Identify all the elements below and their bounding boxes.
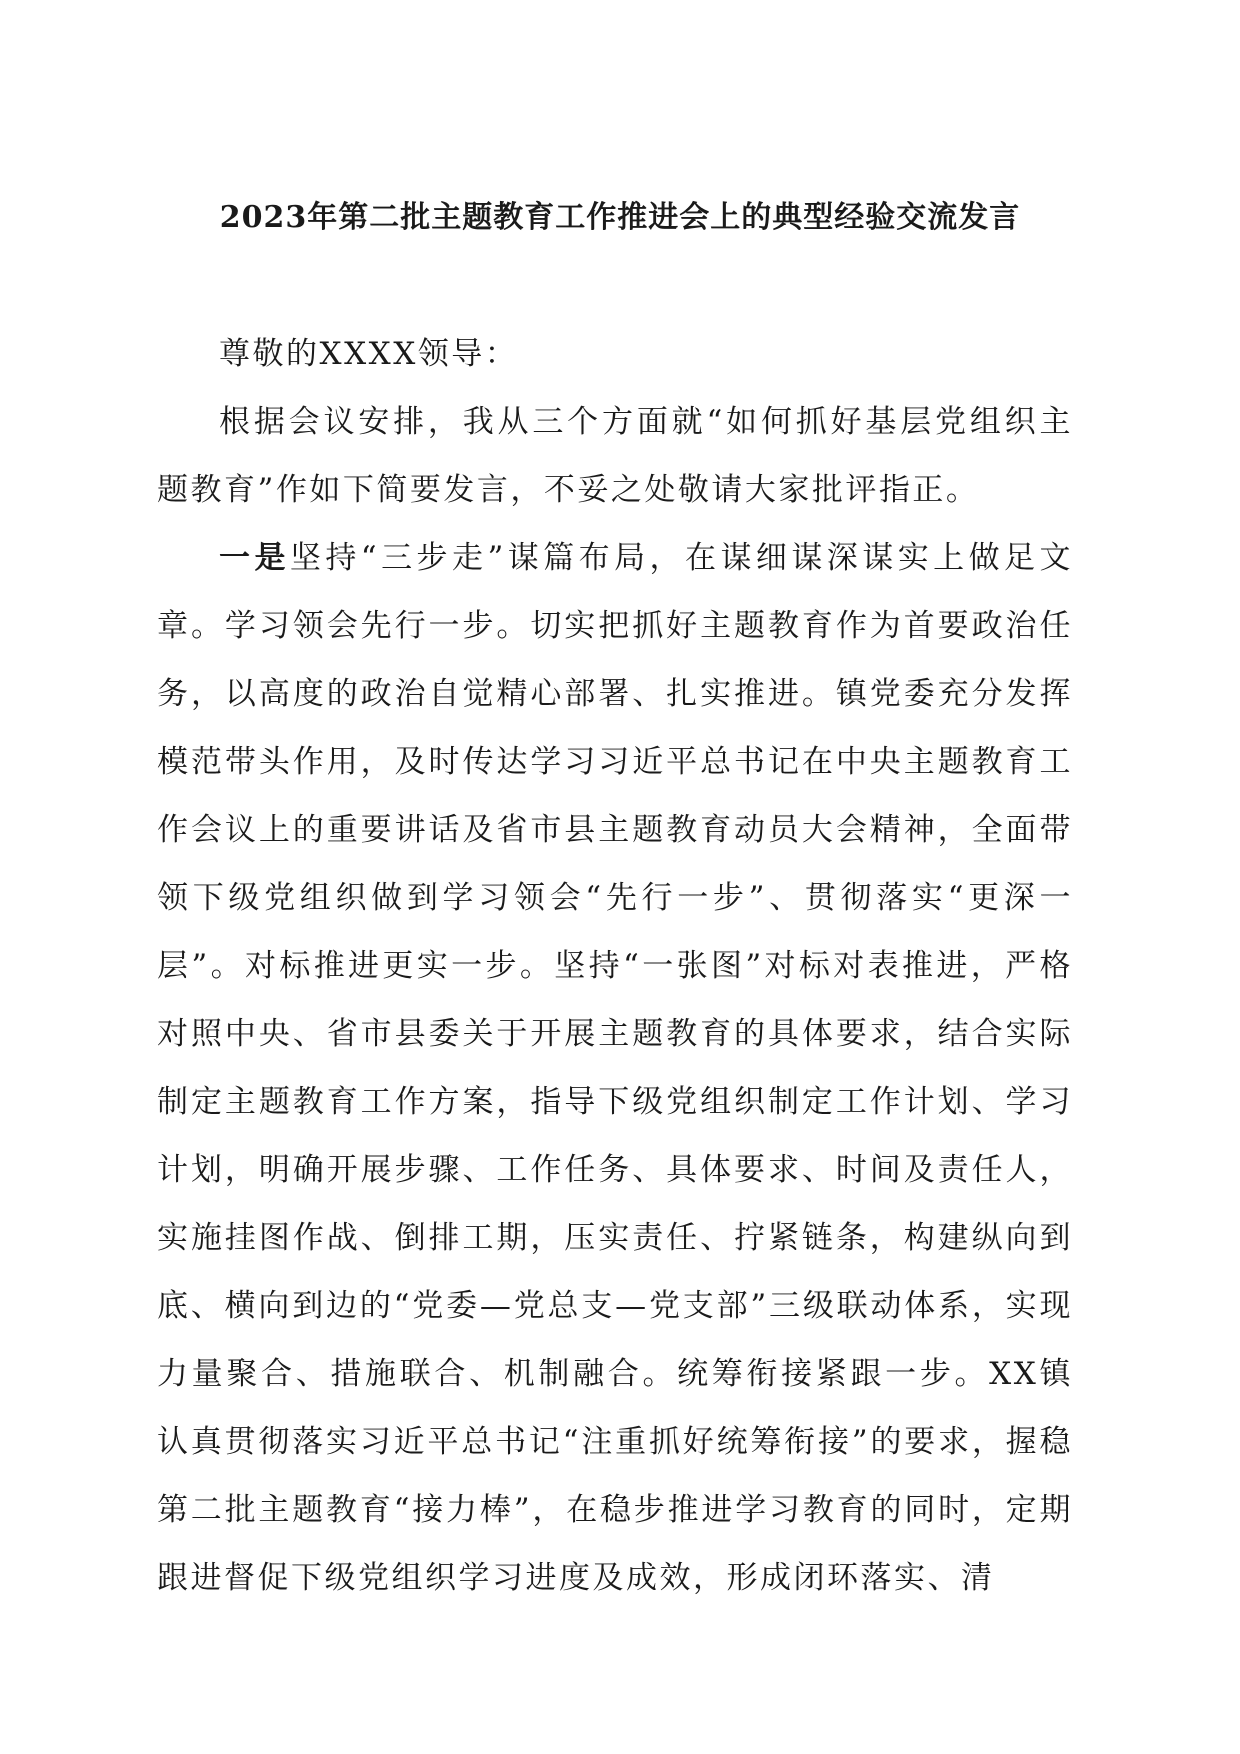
document-body (157, 320, 1073, 1612)
document-title: 2023年第二批主题教育工作推进会上的典型经验交流发言 (219, 200, 1021, 235)
point-one-text: 坚持“三步走”谋篇布局，在谋细谋深谋实上做足文章。学习领会先行一步。切实把抓好主题教育作为首要政治任务，以高度的政治自觉精心部署、扎实推进。镇党委充分发挥模范带头作用，及时传达学习习近平总书记在中央主题教育工作会议上的重要讲话及省市县主题教育动员大会精神，全面带领下级党组织做到学习领会“先行一步”、贯彻落实“更深一层”。对标推进更实一步。坚持“一张图”对标对表推进，严格对照中央、省市县委关于开展主题教育的具体要求，结合实际制定主题教育工作方案，指导下级党组织制定工作计划、学习计划，明确开展步骤、工作任务、具体要求、时间及责任人，实施挂图作战、倒排工期，压实责任、拧紧链条，构建纵向到底、横向到边的“党委—党总支—党支部”三级联动体系，实现力量聚合、措施联合、机制融合。统筹衔接紧跟一步。XX镇认真贯彻落实习近平总书记“注重抓好统筹衔接”的要求，握稳第二批主题教育“接力棒”，在稳步推进学习教育的同时，定期跟进督促下级党组织学习进度及成效，形成闭环落实、清 (157, 540, 1073, 1596)
point-one-lead: 一是 (219, 540, 290, 576)
salutation: 尊敬的XXXX领导： (219, 336, 519, 372)
point-one-paragraph (157, 524, 1073, 1612)
intro-paragraph: 根据会议安排，我从三个方面就“如何抓好基层党组织主题教育”作如下简要发言，不妥之处敬请大家批评指正。 (157, 404, 1073, 508)
